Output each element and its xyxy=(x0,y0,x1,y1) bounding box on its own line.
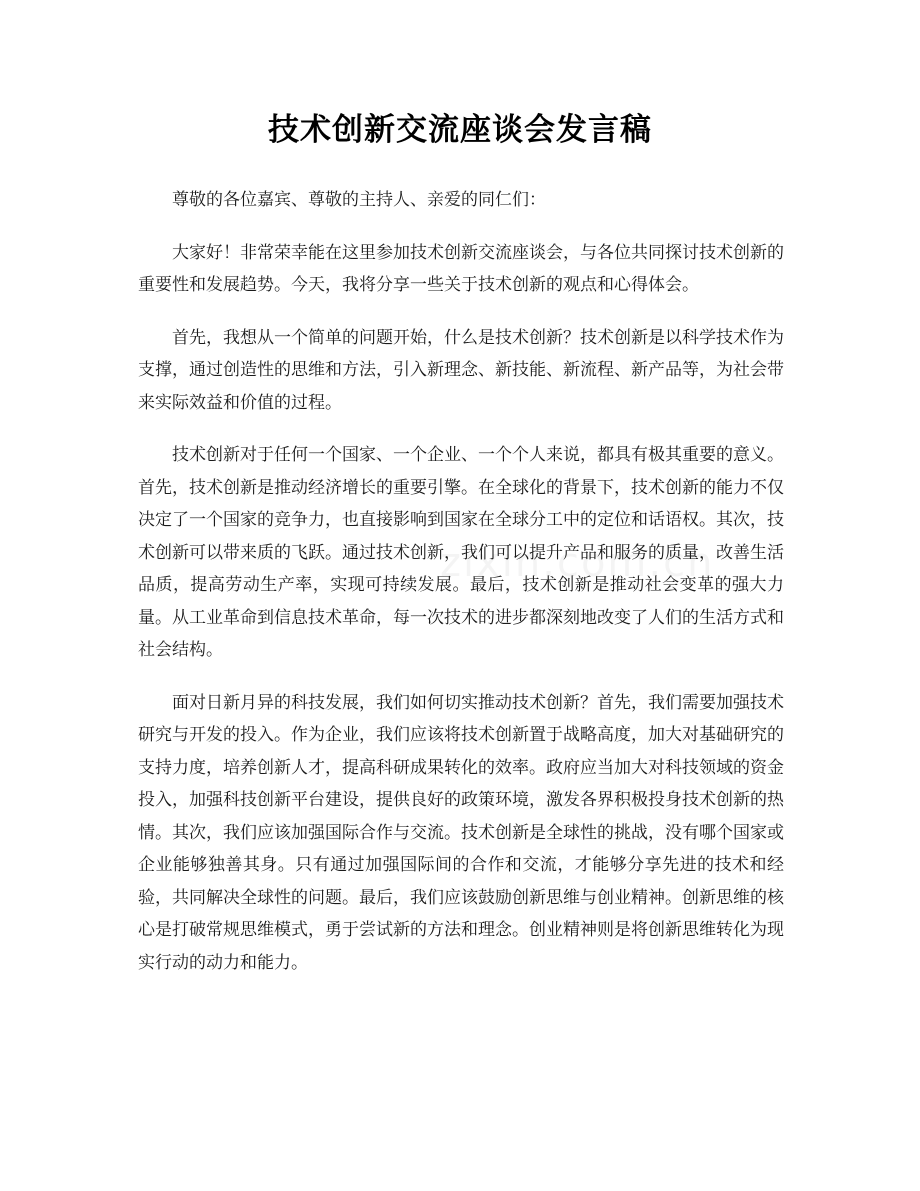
importance-paragraph: 技术创新对于任何一个国家、一个企业、一个个人来说，都具有极其重要的意义。首先，技术创新是推动经济增长的重要引擎。在全球化的背景下，技术创新的能力不仅决定了一个国家的竞争力，也直接影响到国家在全球分工中的定位和话语权。其次，技术创新可以带来质的飞跃。通过技术创新，我们可以提升产品和服务的质量，改善生活品质，提高劳动生产率，实现可持续发展。最后，技术创新是推动社会变革的强大力量。从工业革命到信息技术革命，每一次技术的进步都深刻地改变了人们的生活方式和社会结构。 xyxy=(138,445,784,660)
salutation-paragraph: 尊敬的各位嘉宾、尊敬的主持人、亲爱的同仁们： xyxy=(172,190,546,210)
definition-paragraph: 首先，我想从一个简单的问题开始，什么是技术创新？技术创新是以科学技术作为支撑，通过创造性的思维和方法，引入新理念、新技能、新流程、新产品等，为社会带来实际效益和价值的过程。 xyxy=(138,327,784,413)
document-body xyxy=(138,184,784,999)
opening-paragraph: 大家好！非常荣幸能在这里参加技术创新交流座谈会，与各位共同探讨技术创新的重要性和发展趋势。今天，我将分享一些关于技术创新的观点和心得体会。 xyxy=(138,242,784,295)
document-title: 技术创新交流座谈会发言稿 xyxy=(268,112,652,148)
watermark xyxy=(440,540,714,586)
action-paragraph: 面对日新月异的科技发展，我们如何切实推动技术创新？首先，我们需要加强技术研究与开发的投入。作为企业，我们应该将技术创新置于战略高度，加大对基础研究的支持力度，培养创新人才，提高科研成果转化的效率。政府应当加大对科技领域的资金投入，加强科技创新平台建设，提供良好的政策环境，激发各界积极投身技术创新的热情。其次，我们应该加强国际合作与交流。技术创新是全球性的挑战，没有哪个国家或企业能够独善其身。只有通过加强国际间的合作和交流，才能够分享先进的技术和经验，共同解决全球性的问题。最后，我们应该鼓励创新思维与创业精神。创新思维的核心是打破常规思维模式，勇于尝试新的方法和理念。创业精神则是将创新思维转化为现实行动的动力和能力。 xyxy=(138,692,784,973)
